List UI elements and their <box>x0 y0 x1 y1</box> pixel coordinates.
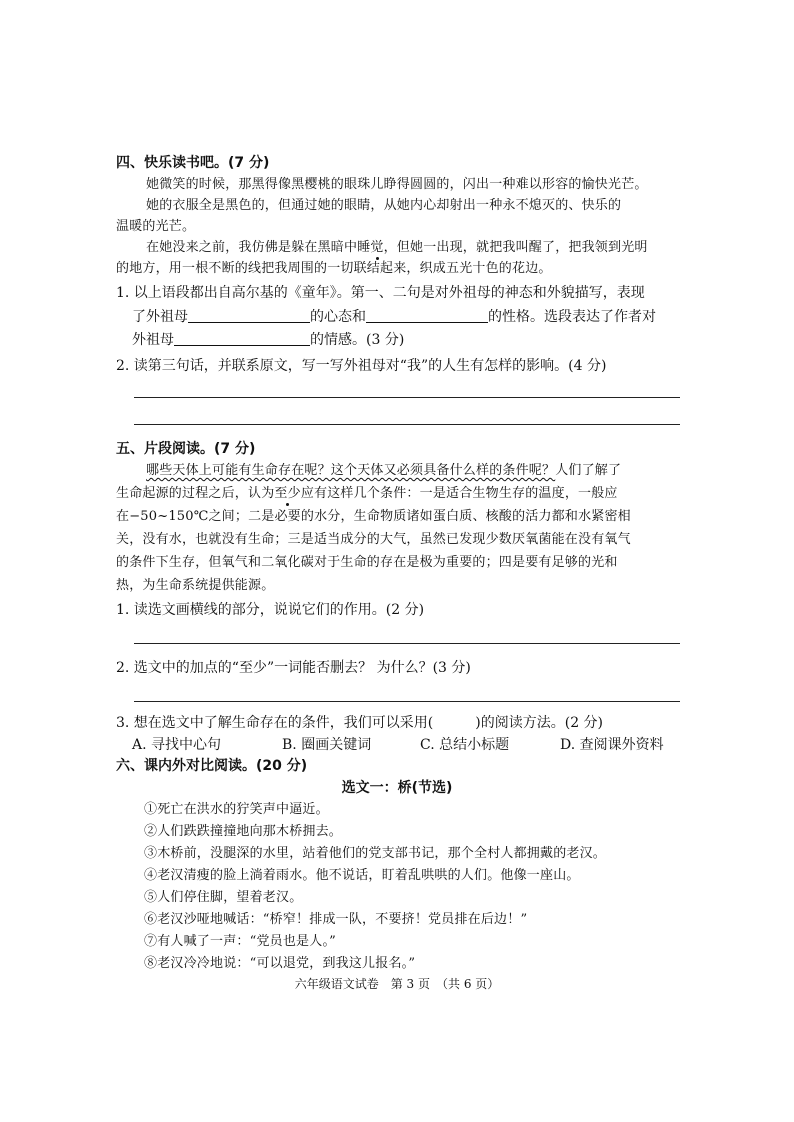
option-a[interactable]: A. 寻找中心句 <box>132 737 222 753</box>
excerpt-subtitle: 选文一：桥(节选) <box>341 780 453 796</box>
option-c[interactable]: C. 总结小标题 <box>420 737 510 753</box>
passage-line: 在−50~150℃之间；二是必要的水分，生命物质诸如蛋白质、核酸的活力都和水紧密相 <box>116 509 631 524</box>
excerpt-line: ⑦有人喊了一声：“党员也是人。” <box>144 934 336 949</box>
excerpt-line: ②人们跌跌撞撞地向那木桥拥去。 <box>144 824 343 839</box>
passage-line: 关，没有水，也就没有生命；三是适当成分的大气，虽然已发现少数厌氧菌能在没有氧气 <box>116 532 631 547</box>
passage-line: 的地方，用一根不断的线把我周围的一切联结起来，织成五光十色的花边。 <box>116 261 552 276</box>
passage-line <box>146 239 648 257</box>
answer-blank[interactable] <box>188 308 310 323</box>
passage-text: 人们了解了 <box>555 463 622 478</box>
option-d[interactable]: D. 查阅课外资料 <box>560 737 664 753</box>
passage-line: 的条件下生存，但氧气和二氧化碳对于生命的存在是极为重要的；四是要有足够的光和 <box>116 555 618 570</box>
dotted-word: 至少 <box>274 486 301 501</box>
question-text: 的性格。选段表达了作者对 <box>488 309 656 325</box>
excerpt-line: ③木桥前，没腿深的水里，站着他们的党支部书记，那个全村人都拥戴的老汉。 <box>144 846 607 861</box>
passage-text: ，但她一出现，就把我叫醒了，把我领到光明 <box>383 240 648 255</box>
question-4-1: 1. 以上语段都出自高尔基的《童年》。第一、二句是对外祖母的神态和外貌描写，表现 <box>116 285 645 301</box>
question-5-1: 1. 读选文画横线的部分，说说它们的作用。(2 分) <box>116 602 425 618</box>
question-4-2: 2. 读第三句话，并联系原文，写一写外祖母对“我”的人生有怎样的影响。(4 分) <box>116 358 607 374</box>
excerpt-line: ⑤人们停住脚，望着老汉。 <box>144 890 303 905</box>
passage-text: 在她没来之前，我仿佛是躲在黑暗中睡 <box>146 240 371 255</box>
answer-line[interactable] <box>134 643 680 644</box>
passage-line: 热，为生命系统提供能源。 <box>116 578 275 593</box>
question-5-3: 3. 想在选文中了解生命存在的条件，我们可以采用( )的阅读方法。(2 分) <box>116 715 604 731</box>
answer-line[interactable] <box>134 397 680 398</box>
section-4-title: 四、快乐读书吧。(7 分) <box>116 155 270 171</box>
question-text: 的心态和 <box>310 309 366 325</box>
answer-blank[interactable] <box>174 331 310 346</box>
page-footer: 六年级语文试卷 第 3 页 （共 6 页） <box>294 977 500 991</box>
question-5-2: 2. 选文中的加点的“至少”一词能否删去？ 为什么？(3 分) <box>116 660 471 676</box>
section-6-title: 六、课内外对比阅读。(20 分) <box>116 758 308 774</box>
passage-text: 生命起源的过程之后，认为 <box>116 486 275 501</box>
dotted-word: 觉 <box>370 240 384 255</box>
section-5-title: 五、片段阅读。(7 分) <box>116 441 256 457</box>
option-b[interactable]: B. 圈画关键词 <box>282 737 372 753</box>
passage-line: 她的衣服全是黑色的，但通过她的眼睛，从她内心却射出一种永不熄灭的、快乐的 <box>146 198 622 213</box>
answer-line[interactable] <box>134 424 680 425</box>
passage-line: 她微笑的时候，那黑得像黑樱桃的眼珠儿睁得圆圆的，闪出一种难以形容的愉快光芒。 <box>146 177 648 192</box>
question-text: 的情感。(3 分) <box>310 332 405 348</box>
answer-blank[interactable] <box>366 308 488 323</box>
question-text: 外祖母 <box>132 332 174 348</box>
question-4-1-cont <box>132 331 404 349</box>
excerpt-line: ④老汉清瘦的脸上淌着雨水。他不说话，盯着乱哄哄的人们。他像一座山。 <box>144 868 580 883</box>
answer-line[interactable] <box>134 701 680 702</box>
passage-text: 应有这样几个条件：一是适合生物生存的温度，一般应 <box>300 486 618 501</box>
question-text: 了外祖母 <box>132 309 188 325</box>
passage-line: 温暖的光芒。 <box>116 219 196 234</box>
passage-line <box>116 485 618 503</box>
question-4-1-cont <box>132 308 656 326</box>
excerpt-line: ①死亡在洪水的狞笑声中逼近。 <box>144 802 329 817</box>
passage-line <box>146 462 621 480</box>
excerpt-line: ⑧老汉冷冷地说：“可以退党，到我这儿报名。” <box>144 956 416 971</box>
excerpt-line: ⑥老汉沙哑地喊话：“桥窄！排成一队，不要挤！党员排在后边！” <box>144 912 528 927</box>
underlined-sentence: 哪些天体上可能有生命存在呢？这个天体又必须具备什么样的条件呢？ <box>146 463 556 478</box>
